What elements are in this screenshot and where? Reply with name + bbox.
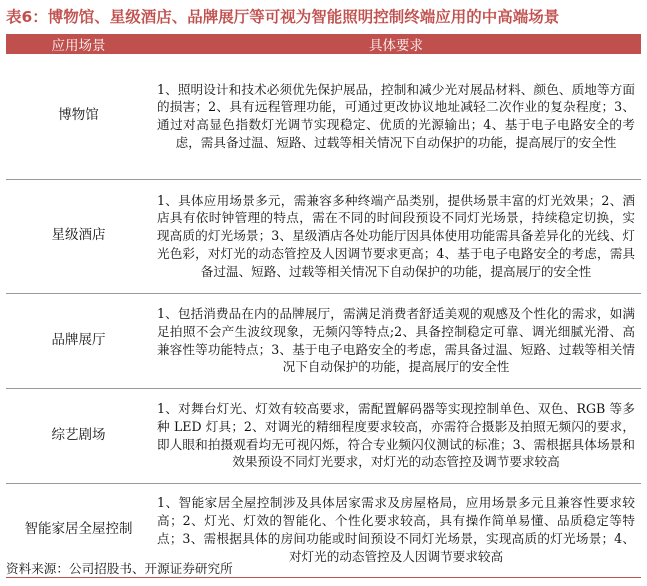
requirement-cell: 1、智能家居全屋控制涉及具体居家需求及房屋格局，应用场景多元且兼容性要求较高；2、灯光、灯效的智能化、个性化要求较高，具有操作简单易懂、品质稳定等特点；3、需根据具体的房间功能或时间预设不同灯光场景，实现高质的灯光场景；4、对灯光的动态管控及人因调节要求较高 — [151, 483, 641, 577]
scene-cell: 综艺剧场 — [6, 388, 151, 483]
requirement-cell: 1、具体应用场景多元，需兼容多种终端产品类别，提供场景丰富的灯光效果；2、酒店具有依时钟管理的特点，需在不同的时间段预设不同灯光场景，持续稳定切换，实现高质的灯光场景；3、星级酒店各处功能厅因具体使用功能需具备差异化的光线、灯光色彩，对灯光的动态管控及人因调节要求更高；4、基于电子电路安全的考虑，需具备过温、短路、过载等相关情况下自动保护的功能，提高展厅的安全性 — [151, 179, 641, 293]
requirement-cell: 1、包括消费品在内的品牌展厅，需满足消费者舒适美观的观感及个性化的需求，如满足拍照不会产生波纹现象，无频闪等特点;2、具备控制稳定可靠、调光细腻光滑、高兼容性等功能特点；3、基于电子电路安全的考虑，需具备过温、短路、过载等相关情况下自动保护的功能，提高展厅的安全性 — [151, 293, 641, 388]
header-scene: 应用场景 — [6, 34, 151, 54]
table-title: 表6：博物馆、星级酒店、品牌展厅等可视为智能照明控制终端应用的中高端场景 — [6, 8, 560, 26]
table-row — [6, 293, 641, 388]
table-row — [6, 388, 641, 483]
scene-cell: 智能家居全屋控制 — [6, 483, 151, 577]
scene-cell: 星级酒店 — [6, 179, 151, 293]
table-row — [6, 179, 641, 293]
table-header-row — [6, 34, 641, 54]
scenario-table — [6, 34, 641, 578]
source-note: 资料来源：公司招股书、开源证券研究所 — [6, 561, 233, 576]
requirement-cell: 1、照明设计和技术必须优先保护展品，控制和减少光对展品材料、颜色、质地等方面的损害；2、具有远程管理功能，可通过更改协议地址减轻二次作业的复杂程度；3、通过对高显色指数灯光调节实现稳定、优质的光源输出；4、基于电子电路安全的考虑，需具备过温、短路、过载等相关情况下自动保护的功能，提高展厅的安全性 — [151, 54, 641, 179]
table-row — [6, 54, 641, 179]
requirement-cell: 1、对舞台灯光、灯效有较高要求，需配置解码器等实现控制单色、双色、RGB 等多种 LED 灯具；2、对调光的精细程度要求较高，亦需符合摄影及拍照无频闪的要求，即人眼和拍摄观看均无可视闪烁，符合专业频闪仪测试的标准；3、需根据具体场景和效果预设不同灯光要求，对灯光的动态管控及调节要求较高 — [151, 388, 641, 483]
header-requirement: 具体要求 — [151, 34, 641, 54]
scene-cell: 博物馆 — [6, 54, 151, 179]
scene-cell: 品牌展厅 — [6, 293, 151, 388]
